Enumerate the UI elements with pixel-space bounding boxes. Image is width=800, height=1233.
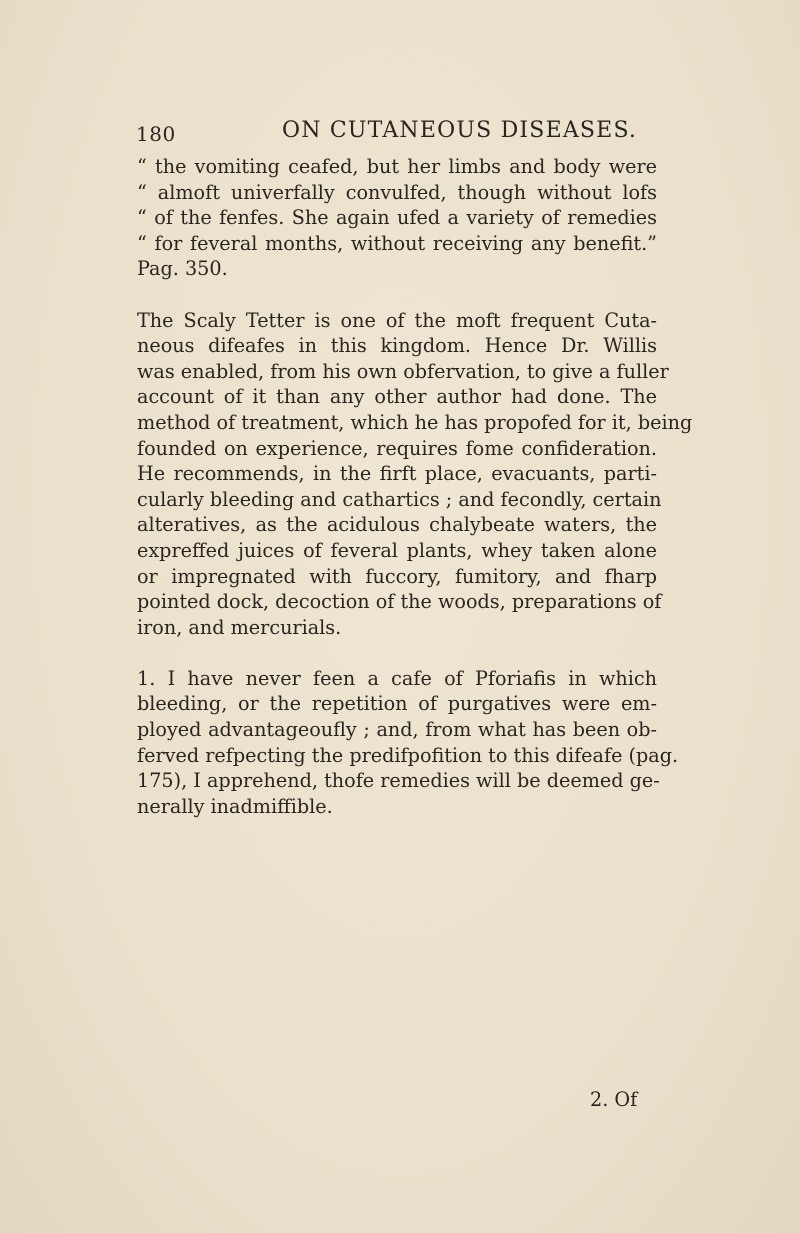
text-line: He recommends, in the firft place, evacuants, parti- xyxy=(137,462,657,486)
text-line: method of treatment, which he has propofed for it, being xyxy=(137,410,693,434)
paragraph-gap xyxy=(137,282,657,308)
text-line: “ the vomiting ceafed, but her limbs and body were xyxy=(137,155,657,178)
text-line: ployed advantageoufly ; and, from what has been ob- xyxy=(137,718,657,742)
text-line: “ for feveral months, without receiving any benefit.” xyxy=(137,231,657,255)
text-line: neous difeafes in this kingdom. Hence Dr. Willis xyxy=(137,334,657,358)
text-line: expreffed juices of feveral plants, whey taken alone xyxy=(137,538,657,562)
running-head: ON CUTANEOUS DISEASES. xyxy=(282,118,638,143)
text-line: iron, and mercurials. xyxy=(137,615,342,639)
text-line: ferved refpecting the predifpofition to this difeafe (pag. xyxy=(137,743,679,767)
text-line: was enabled, from his own obfervation, to give a fuller xyxy=(137,359,669,383)
text-line: 1. I have never feen a cafe of Pforiafis in which xyxy=(137,666,657,690)
text-line: alteratives, as the acidulous chalybeate waters, the xyxy=(137,513,657,537)
text-line: “ of the fenfes. She again ufed a variety of remedies xyxy=(137,206,657,230)
page-number: 180 xyxy=(136,122,176,146)
text-line: bleeding, or the repetition of purgatives were em- xyxy=(137,692,657,716)
text-line: pointed dock, decoction of the woods, preparations of xyxy=(137,590,662,614)
text-line: Pag. 350. xyxy=(137,257,228,281)
text-line: or impregnated with fuccory, fumitory, and fharp xyxy=(137,564,657,588)
body-text xyxy=(137,154,693,819)
text-line: 175), I apprehend, thofe remedies will be deemed ge- xyxy=(137,769,660,793)
text-line: The Scaly Tetter is one of the moft frequent Cuta- xyxy=(137,308,657,332)
text-line: nerally inadmiffible. xyxy=(137,794,333,818)
page-header xyxy=(136,118,656,150)
text-line: account of it than any other author had done. The xyxy=(137,385,657,409)
paragraph-gap xyxy=(137,640,657,666)
text-line: founded on experience, requires fome confideration. xyxy=(137,436,657,460)
text-line: “ almoft univerfally convulfed, though without lofs xyxy=(137,180,657,204)
catchword: 2. Of xyxy=(590,1088,638,1111)
text-line: cularly bleeding and cathartics ; and fecondly, certain xyxy=(137,487,662,511)
